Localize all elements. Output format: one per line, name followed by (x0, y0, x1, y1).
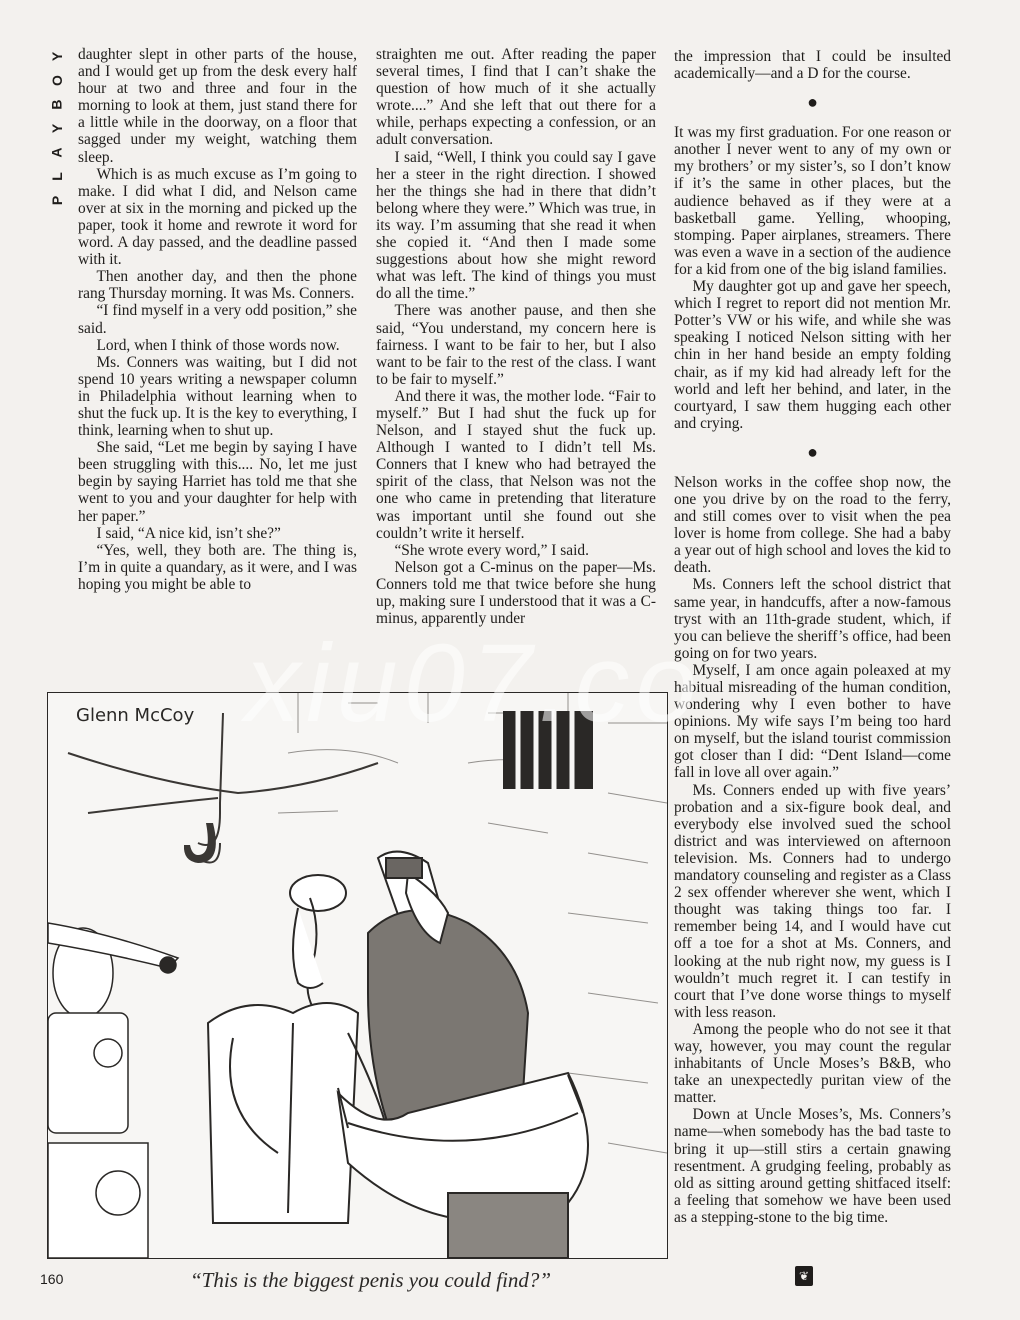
paragraph: And there it was, the mother lode. “Fair to myself.” But I had shut the fuck up for Nelson, and I stayed shut the fuck up. Although I wanted to I didn’t tell Ms. Conners that I knew who had betrayed the spirit of the class, that Nelson was not the one who came in pretending that literature was important until she found out she couldn’t write it herself. (376, 387, 656, 542)
paragraph: There was another pause, and then she said, “You understand, my concern here is fairness. I want to be fair to her, but I also want to be fair to the rest of the class. I want to be fair to myself.” (376, 302, 656, 388)
paragraph: I said, “Well, I think you could say I gave her a steer in the right direction. I showed her the things she had in there that didn’t belong where they were.” Which was true, in its way. I’m assuming that she read it when she copied it. “And then I made some suggestions about how she might reword what was left. The kind of things you must do all the time.” (376, 148, 656, 303)
cartoon-drawing (48, 693, 667, 1258)
paragraph: It was my first graduation. For one reason or another I never went to any of my own or my brothers’ or my sister’s, so I don’t know if it’s the same in other places, but the audience behaved as if they were at a basketball game. Yelling, whooping, stomping. Paper airplanes, streamers. There was even a wave in a section of the audience for a kid from one of the big island families. (674, 124, 951, 278)
cartoon-illustration (47, 692, 668, 1259)
watermark: xiu07.co (245, 622, 703, 745)
paragraph: Ms. Conners was waiting, but I did not spend 10 years writing a newspaper column in Philadelphia without learning when to shut the fuck up. It is the key to everything, I think, learning when to shut up. (78, 353, 357, 440)
paragraph: Nelson got a C-minus on the paper—Ms. Conners told me that twice before she hung up, making sure I understood that it was a C-minus, apparently under (376, 558, 656, 628)
article-column-2 (376, 46, 656, 627)
paragraph: Myself, I am once again poleaxed at my habitual misreading of the human condition, wondering why I even bother to have opinions. My wife says I’m being too hard on myself, but the island tourist commission got closer than I did: “Dent Island—come fall in love all over again.” (674, 661, 951, 782)
paragraph: the impression that I could be insulted academically—and a D for the course. (674, 48, 951, 83)
section-break-bullet: ● (807, 441, 818, 462)
paragraph: daughter slept in other parts of the house, and I would get up from the desk every half hour at two and three and four in the morning to look at them, just stand there for a little while in the doorway, on a floor that sagged under my weight, watching them sleep. (78, 46, 357, 166)
paragraph: Then another day, and then the phone rang Thursday morning. It was Ms. Conners. (78, 268, 357, 303)
section-break-bullet: ● (807, 92, 818, 113)
cartoon-caption: “This is the biggest penis you could find?” (190, 1268, 552, 1292)
paragraph: Which is as much excuse as I’m going to make. I did what I did, and Nelson came over at six in the morning and picked up the paper, took it home and rewrote it word for word. A day passed, and the deadline passed with it. (78, 165, 357, 269)
paragraph: Down at Uncle Moses’s, Ms. Conners’s name—when somebody has the bad taste to bring it up—still stirs a certain gnawing resentment. A grudging feeling, probably as old as sitting around getting shitfaced itself: a feeling that somehow we have been used as a stepping-stone to the big time. (674, 1106, 951, 1226)
paragraph: “I find myself in a very odd position,” she said. (78, 302, 357, 337)
paragraph: Nelson works in the coffee shop now, the one you drive by on the road to the ferry, and still comes over to visit when the pea lover is home from college. She had a baby a year out of high school and loves the kid to death. (674, 473, 951, 577)
article-column-3 (674, 48, 951, 1226)
masthead-letter: Y (49, 122, 65, 134)
paragraph: “Yes, well, they both are. The thing is, I’m in quite a quandary, as it were, and I was hoping you might be able to (78, 541, 357, 593)
page-number: 160 (40, 1271, 64, 1287)
paragraph: straighten me out. After reading the paper several times, I find that I can’t shake the question of how much of it she actually wrote....” And she left that out there for a while, perhaps expecting a confession, or an adult conversation. (376, 46, 656, 149)
paragraph: She said, “Let me begin by saying I have been struggling with this.... No, let me just begin by saying Harriet has told me that she went to you and your daughter for help with her paper.” (78, 439, 357, 525)
paragraph: Among the people who do not see it that way, however, you may count the regular inhabitants of Uncle Moses’s B&B, who take an unexpectedly puritan view of the matter. (674, 1020, 951, 1107)
masthead-letter: L (49, 171, 65, 181)
article-column-1 (78, 46, 357, 593)
artist-signature: Glenn McCoy (76, 705, 195, 726)
paragraph: I said, “A nice kid, isn’t she?” (96, 524, 281, 542)
masthead-letter: B (49, 98, 65, 110)
masthead-letter: A (49, 146, 65, 158)
barred-window-icon (503, 711, 593, 789)
masthead-letter: P (49, 194, 65, 206)
masthead (47, 44, 67, 212)
rabbit-head-logo-icon: ❦ (795, 1266, 813, 1286)
paragraph: Ms. Conners ended up with five years’ probation and a six-figure book deal, and everybody else involved sued the school district and was interviewed on afternoon television. Ms. Conners had to undergo mandatory counseling and register as a Class 2 sex offender wherever she went, which I thought was taking things too far. I remember being 14, and I would have cut off a toe for a shot at Ms. Conners, and looking at the nub right now, my guess is I wouldn’t much regret it. I can testify in court that I’ve done worse things to myself with less reason. (674, 781, 951, 1021)
paragraph: “She wrote every word,” I said. (394, 541, 589, 559)
paragraph: My daughter got up and gave her speech, which I regret to report did not mention Mr. Potter’s VW or his wife, and while she was speaking I noticed Nelson sitting with her chin in her hand beside an empty folding chair, as if my kid had already left for the world and left her behind, and later, in the courtyard, I saw them hugging each other and crying. (674, 278, 951, 432)
paragraph: Ms. Conners left the school district that same year, in handcuffs, after a now-famous tryst with an 11th-grade student, which, if you can believe the sheriff’s office, had been going on for two years. (674, 576, 951, 662)
paragraph: Lord, when I think of those words now. (96, 336, 340, 354)
masthead-letter: Y (49, 50, 65, 62)
masthead-letter: O (48, 74, 65, 86)
